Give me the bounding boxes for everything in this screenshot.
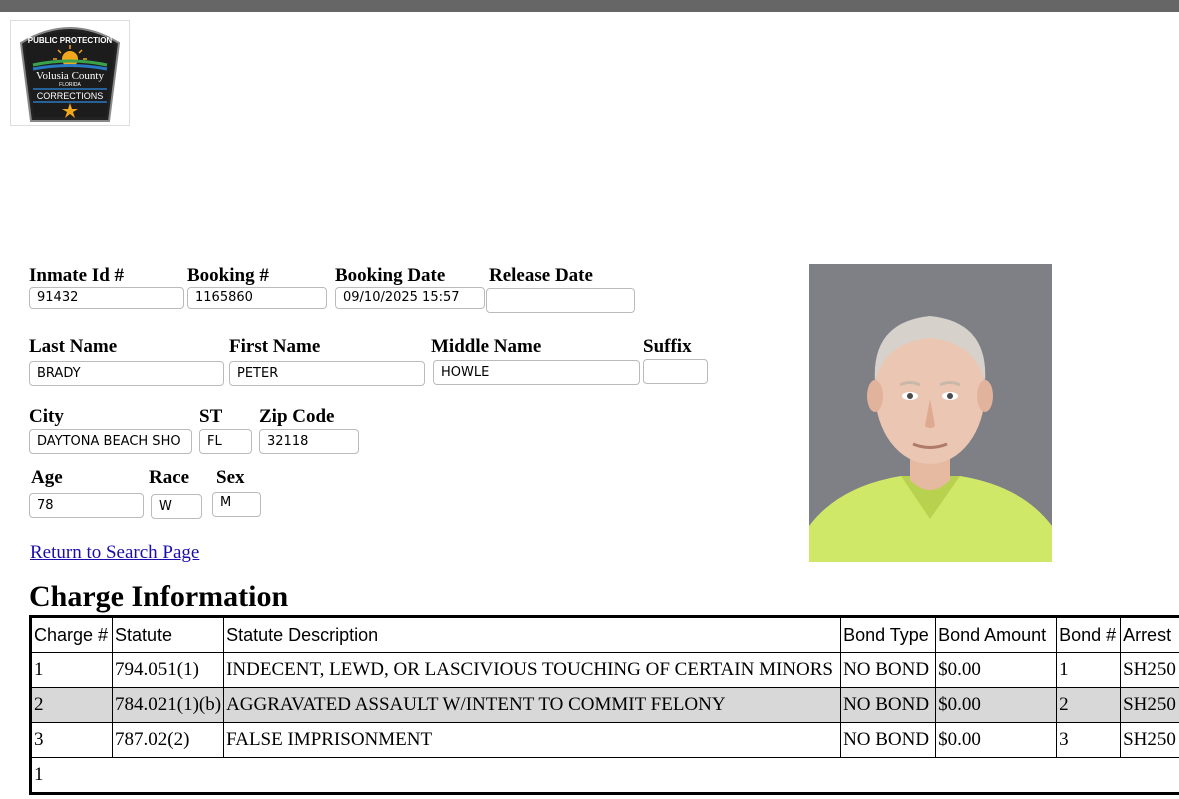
statute-cell: 794.051(1) (113, 653, 224, 688)
pagination-cell: 1 (31, 758, 1179, 794)
statute-cell: 787.02(2) (113, 723, 224, 758)
bond-type-cell: NO BOND (841, 688, 936, 723)
table-row (31, 723, 1179, 758)
bond-number-cell: 3 (1057, 723, 1121, 758)
suffix-label: Suffix (643, 336, 692, 357)
arrest-cell: SH250 (1121, 688, 1179, 723)
return-to-search-link[interactable]: Return to Search Page (30, 542, 200, 563)
bond-amount-cell: $0.00 (936, 653, 1057, 688)
statute-cell: 784.021(1)(b) (113, 688, 224, 723)
zip-code-label: Zip Code (259, 406, 335, 427)
race-field[interactable]: W (151, 494, 202, 519)
booking-number-label: Booking # (187, 265, 269, 286)
first-name-label: First Name (229, 336, 321, 357)
header-statute: Statute (113, 617, 224, 653)
booking-date-label: Booking Date (335, 265, 446, 286)
table-footer-row (31, 758, 1179, 794)
charge-number-cell: 3 (31, 723, 113, 758)
table-row (31, 688, 1179, 723)
sex-field[interactable]: M (212, 492, 261, 517)
first-name-field[interactable]: PETER (229, 361, 425, 386)
zip-code-field[interactable]: 32118 (259, 429, 359, 454)
inmate-id-field[interactable]: 91432 (29, 287, 184, 309)
statute-description-cell: FALSE IMPRISONMENT (224, 723, 841, 758)
bond-type-cell: NO BOND (841, 723, 936, 758)
bond-amount-cell: $0.00 (936, 688, 1057, 723)
table-header-row (31, 617, 1179, 653)
charges-table-container (29, 615, 1179, 799)
inmate-photo (809, 264, 1052, 562)
top-bar (0, 0, 1179, 12)
last-name-label: Last Name (29, 336, 118, 357)
city-field[interactable]: DAYTONA BEACH SHO (29, 429, 192, 454)
city-label: City (29, 406, 64, 427)
inmate-id-label: Inmate Id # (29, 265, 125, 286)
sex-label: Sex (216, 467, 245, 488)
volusia-corrections-logo (10, 20, 130, 126)
booking-date-field[interactable]: 09/10/2025 15:57 (335, 287, 485, 309)
statute-description-cell: AGGRAVATED ASSAULT W/INTENT TO COMMIT FELONY (224, 688, 841, 723)
bond-amount-cell: $0.00 (936, 723, 1057, 758)
race-label: Race (149, 467, 190, 488)
bond-number-cell: 2 (1057, 688, 1121, 723)
statute-description-cell: INDECENT, LEWD, OR LASCIVIOUS TOUCHING OF CERTAIN MINORS (224, 653, 841, 688)
table-row (31, 653, 1179, 688)
state-label: ST (199, 406, 223, 427)
arrest-cell: SH250 (1121, 723, 1179, 758)
header-bond-type: Bond Type (841, 617, 936, 653)
last-name-field[interactable]: BRADY (29, 361, 224, 386)
header-arrest: Arrest (1121, 617, 1179, 653)
bond-number-cell: 1 (1057, 653, 1121, 688)
header-charge-number: Charge # (31, 617, 113, 653)
charge-number-cell: 2 (31, 688, 113, 723)
age-label: Age (31, 467, 63, 488)
age-field[interactable]: 78 (29, 493, 144, 518)
release-date-label: Release Date (489, 265, 593, 286)
charge-number-cell: 1 (31, 653, 113, 688)
suffix-field[interactable] (643, 359, 708, 384)
svg-text:Volusia County: Volusia County (36, 70, 104, 82)
svg-text:PUBLIC PROTECTION: PUBLIC PROTECTION (27, 36, 113, 45)
middle-name-field[interactable]: HOWLE (433, 360, 640, 385)
release-date-field[interactable] (486, 288, 635, 313)
arrest-cell: SH250 (1121, 653, 1179, 688)
header-statute-description: Statute Description (224, 617, 841, 653)
middle-name-label: Middle Name (431, 336, 542, 357)
booking-number-field[interactable]: 1165860 (187, 287, 327, 309)
bond-type-cell: NO BOND (841, 653, 936, 688)
header-bond-number: Bond # (1057, 617, 1121, 653)
state-field[interactable]: FL (199, 429, 252, 454)
svg-text:CORRECTIONS: CORRECTIONS (36, 91, 104, 101)
charges-table (29, 615, 1179, 795)
svg-text:FLORIDA: FLORIDA (59, 82, 81, 88)
header-bond-amount: Bond Amount (936, 617, 1057, 653)
charge-information-heading: Charge Information (29, 580, 289, 613)
